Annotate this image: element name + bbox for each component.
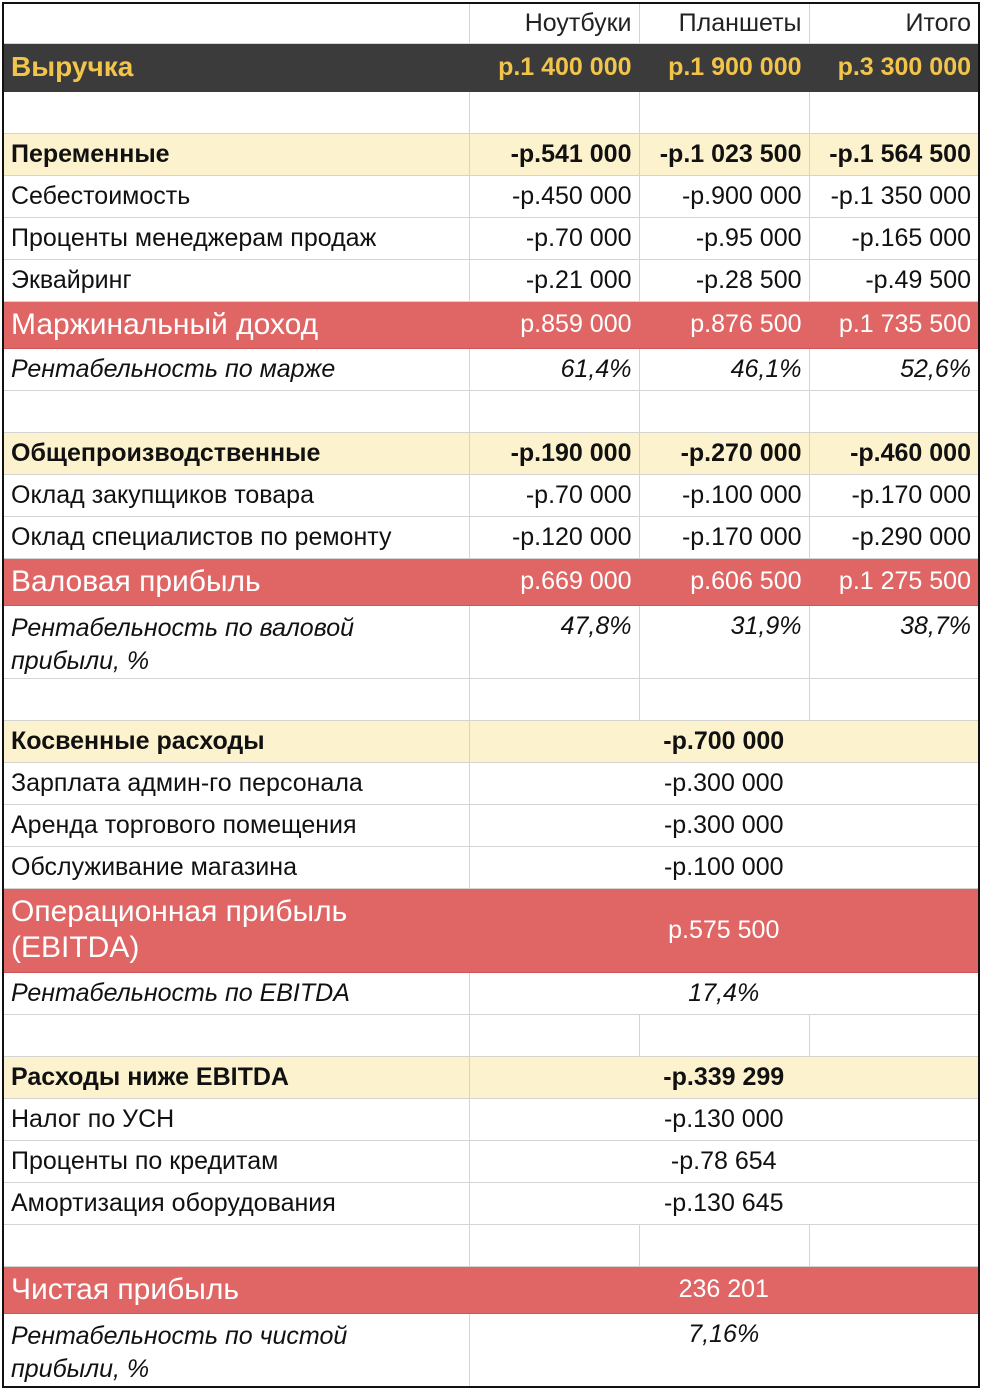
table-row	[3, 1182, 979, 1224]
margin-income-total[interactable]: р.1 735 500	[809, 301, 979, 348]
ebitda-rate-label[interactable]: Рентабельность по EBITDA	[3, 972, 469, 1014]
empty-cell[interactable]	[469, 1224, 639, 1266]
ebitda-rate-value[interactable]: 17,4%	[469, 972, 979, 1014]
table-row	[3, 1098, 979, 1140]
margin-income-notebooks[interactable]: р.859 000	[469, 301, 639, 348]
blank-row	[3, 390, 979, 432]
empty-cell[interactable]	[809, 1014, 979, 1056]
empty-cell[interactable]	[639, 1224, 809, 1266]
gross-rate-total[interactable]: 38,7%	[809, 605, 979, 678]
net-rate-label[interactable]: Рентабельность по чистой прибыли, %	[3, 1313, 469, 1387]
overhead-tablets[interactable]: -р.270 000	[639, 432, 809, 474]
blank-row	[3, 91, 979, 133]
empty-cell[interactable]	[469, 1014, 639, 1056]
header-cell-total[interactable]: Итого	[809, 3, 979, 43]
row-value[interactable]: -р.130 000	[469, 1098, 979, 1140]
below-ebitda-value[interactable]: -р.339 299	[469, 1056, 979, 1098]
table-row	[3, 217, 979, 259]
below-ebitda-label[interactable]: Расходы ниже EBITDA	[3, 1056, 469, 1098]
row-label[interactable]: Налог по УСН	[3, 1098, 469, 1140]
margin-income-tablets[interactable]: р.876 500	[639, 301, 809, 348]
row-value[interactable]: -р.300 000	[469, 804, 979, 846]
ebitda-rate-row	[3, 972, 979, 1014]
header-cell-label[interactable]	[3, 3, 469, 43]
net-profit-value[interactable]: 236 201	[469, 1266, 979, 1313]
empty-cell[interactable]	[469, 390, 639, 432]
ebitda-label[interactable]: Операционная прибыль (EBITDA)	[3, 888, 469, 972]
empty-cell[interactable]	[639, 1014, 809, 1056]
table-row	[3, 1140, 979, 1182]
row-notebooks[interactable]: -р.21 000	[469, 259, 639, 301]
margin-rate-row	[3, 348, 979, 390]
header-row	[3, 3, 979, 43]
row-label[interactable]: Аренда торгового помещения	[3, 804, 469, 846]
gross-rate-tablets[interactable]: 31,9%	[639, 605, 809, 678]
table-row	[3, 474, 979, 516]
row-tablets[interactable]: -р.28 500	[639, 259, 809, 301]
overhead-label[interactable]: Общепроизводственные	[3, 432, 469, 474]
indirect-header-row	[3, 720, 979, 762]
row-label[interactable]: Зарплата админ-го персонала	[3, 762, 469, 804]
net-profit-row	[3, 1266, 979, 1313]
row-label[interactable]: Оклад закупщиков товара	[3, 474, 469, 516]
empty-cell[interactable]	[639, 390, 809, 432]
blank-row	[3, 678, 979, 720]
row-label[interactable]: Оклад специалистов по ремонту	[3, 516, 469, 558]
row-value[interactable]: -р.130 645	[469, 1182, 979, 1224]
gross-rate-label[interactable]: Рентабельность по валовой прибыли, %	[3, 605, 469, 678]
variable-notebooks[interactable]: -р.541 000	[469, 133, 639, 175]
margin-rate-label[interactable]: Рентабельность по марже	[3, 348, 469, 390]
indirect-value[interactable]: -р.700 000	[469, 720, 979, 762]
empty-cell[interactable]	[639, 91, 809, 133]
margin-rate-total[interactable]: 52,6%	[809, 348, 979, 390]
overhead-total[interactable]: -р.460 000	[809, 432, 979, 474]
row-label[interactable]: Эквайринг	[3, 259, 469, 301]
revenue-tablets[interactable]: р.1 900 000	[639, 43, 809, 91]
indirect-label[interactable]: Косвенные расходы	[3, 720, 469, 762]
row-label[interactable]: Проценты по кредитам	[3, 1140, 469, 1182]
empty-cell[interactable]	[809, 390, 979, 432]
blank-row	[3, 1014, 979, 1056]
net-profit-label[interactable]: Чистая прибыль	[3, 1266, 469, 1313]
net-rate-value[interactable]: 7,16%	[469, 1313, 979, 1387]
header-cell-notebooks[interactable]: Ноутбуки	[469, 3, 639, 43]
row-tablets[interactable]: -р.170 000	[639, 516, 809, 558]
row-total[interactable]: -р.290 000	[809, 516, 979, 558]
gross-rate-row	[3, 605, 979, 678]
table-row	[3, 516, 979, 558]
empty-cell[interactable]	[809, 91, 979, 133]
table-row	[3, 804, 979, 846]
revenue-row	[3, 43, 979, 91]
gross-profit-tablets[interactable]: р.606 500	[639, 558, 809, 605]
row-tablets[interactable]: -р.100 000	[639, 474, 809, 516]
table-row	[3, 259, 979, 301]
row-total[interactable]: -р.49 500	[809, 259, 979, 301]
margin-income-label[interactable]: Маржинальный доход	[3, 301, 469, 348]
margin-income-row	[3, 301, 979, 348]
empty-cell[interactable]	[469, 91, 639, 133]
row-label[interactable]: Проценты менеджерам продаж	[3, 217, 469, 259]
row-total[interactable]: -р.170 000	[809, 474, 979, 516]
empty-cell[interactable]	[3, 390, 469, 432]
gross-profit-row	[3, 558, 979, 605]
row-label[interactable]: Обслуживание магазина	[3, 846, 469, 888]
variable-label[interactable]: Переменные	[3, 133, 469, 175]
table-row	[3, 175, 979, 217]
table-row	[3, 846, 979, 888]
empty-cell[interactable]	[3, 91, 469, 133]
empty-cell[interactable]	[3, 1224, 469, 1266]
margin-rate-notebooks[interactable]: 61,4%	[469, 348, 639, 390]
row-value[interactable]: -р.78 654	[469, 1140, 979, 1182]
gross-profit-label[interactable]: Валовая прибыль	[3, 558, 469, 605]
empty-cell[interactable]	[639, 678, 809, 720]
overhead-notebooks[interactable]: -р.190 000	[469, 432, 639, 474]
net-rate-row	[3, 1313, 979, 1387]
variable-tablets[interactable]: -р.1 023 500	[639, 133, 809, 175]
empty-cell[interactable]	[809, 1224, 979, 1266]
empty-cell[interactable]	[3, 1014, 469, 1056]
revenue-notebooks[interactable]: р.1 400 000	[469, 43, 639, 91]
margin-rate-tablets[interactable]: 46,1%	[639, 348, 809, 390]
empty-cell[interactable]	[3, 678, 469, 720]
row-total[interactable]: -р.165 000	[809, 217, 979, 259]
row-label[interactable]: Себестоимость	[3, 175, 469, 217]
table-row	[3, 762, 979, 804]
revenue-label[interactable]: Выручка	[3, 43, 469, 91]
gross-profit-total[interactable]: р.1 275 500	[809, 558, 979, 605]
row-notebooks[interactable]: -р.120 000	[469, 516, 639, 558]
gross-rate-notebooks[interactable]: 47,8%	[469, 605, 639, 678]
row-value[interactable]: -р.100 000	[469, 846, 979, 888]
row-tablets[interactable]: -р.95 000	[639, 217, 809, 259]
row-total[interactable]: -р.1 350 000	[809, 175, 979, 217]
empty-cell[interactable]	[809, 678, 979, 720]
overhead-header-row	[3, 432, 979, 474]
empty-cell[interactable]	[469, 678, 639, 720]
row-label[interactable]: Амортизация оборудования	[3, 1182, 469, 1224]
revenue-total[interactable]: р.3 300 000	[809, 43, 979, 91]
below-ebitda-header-row	[3, 1056, 979, 1098]
variable-header-row	[3, 133, 979, 175]
blank-row	[3, 1224, 979, 1266]
row-notebooks[interactable]: -р.70 000	[469, 217, 639, 259]
variable-total[interactable]: -р.1 564 500	[809, 133, 979, 175]
header-cell-tablets[interactable]: Планшеты	[639, 3, 809, 43]
ebitda-value[interactable]: р.575 500	[469, 888, 979, 972]
ebitda-row	[3, 888, 979, 972]
row-value[interactable]: -р.300 000	[469, 762, 979, 804]
row-tablets[interactable]: -р.900 000	[639, 175, 809, 217]
gross-profit-notebooks[interactable]: р.669 000	[469, 558, 639, 605]
row-notebooks[interactable]: -р.70 000	[469, 474, 639, 516]
pnl-table	[2, 2, 980, 1388]
row-notebooks[interactable]: -р.450 000	[469, 175, 639, 217]
